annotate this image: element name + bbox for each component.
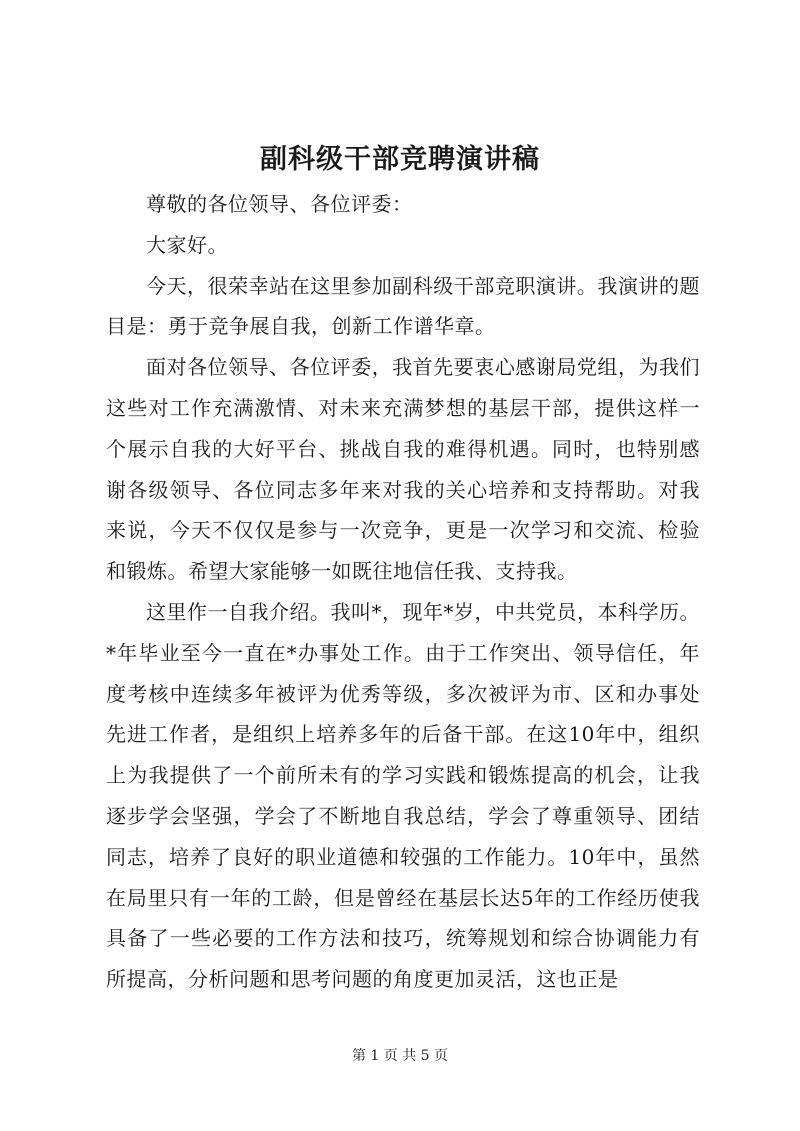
paragraph-thanks: 面对各位领导、各位评委，我首先要衷心感谢局党组，为我们这些对工作充满激情、对未来充满梦想的基层干部，提供这样一个展示自我的大好平台、挑战自我的难得机遇。同时，也特别感谢各级领导、各位同志多年来对我的关心培养和支持帮助。对我来说，今天不仅仅是参与一次竞争，更是一次学习和交流、检验和锻炼。希望大家能够一如既往地信任我、支持我。 (106, 355, 700, 584)
paragraph-greeting: 大家好。 (146, 232, 228, 257)
page-number-footer: 第 1 页 共 5 页 (351, 1048, 449, 1064)
paragraph-self-introduction: 这里作一自我介绍。我叫*，现年*岁，中共党员，本科学历。*年毕业至今一直在*办事处工作。由于工作突出、领导信任，年度考核中连续多年被评为优秀等级，多次被评为市、区和办事处先进工作者，是组织上培养多年的后备干部。在这10年中，组织上为我提供了一个前所未有的学习实践和锻炼提高的机会，让我逐步学会坚强，学会了不断地自我总结，学会了尊重领导、团结同志，培养了良好的职业道德和较强的工作能力。10年中，虽然在局里只有一年的工龄，但是曾经在基层长达5年的工作经历使我具备了一些必要的工作方法和技巧，统筹规划和综合协调能力有所提高，分析问题和思考问题的角度更加灵活，这也正是 (106, 599, 700, 992)
paragraph-salutation: 尊敬的各位领导、各位评委： (146, 192, 413, 216)
document-title: 副科级干部竞聘演讲稿 (260, 144, 540, 175)
paragraph-topic: 今天，很荣幸站在这里参加副科级干部竞职演讲。我演讲的题目是：勇于竞争展自我，创新工作谱华章。 (106, 273, 700, 339)
document-body (106, 184, 700, 1000)
